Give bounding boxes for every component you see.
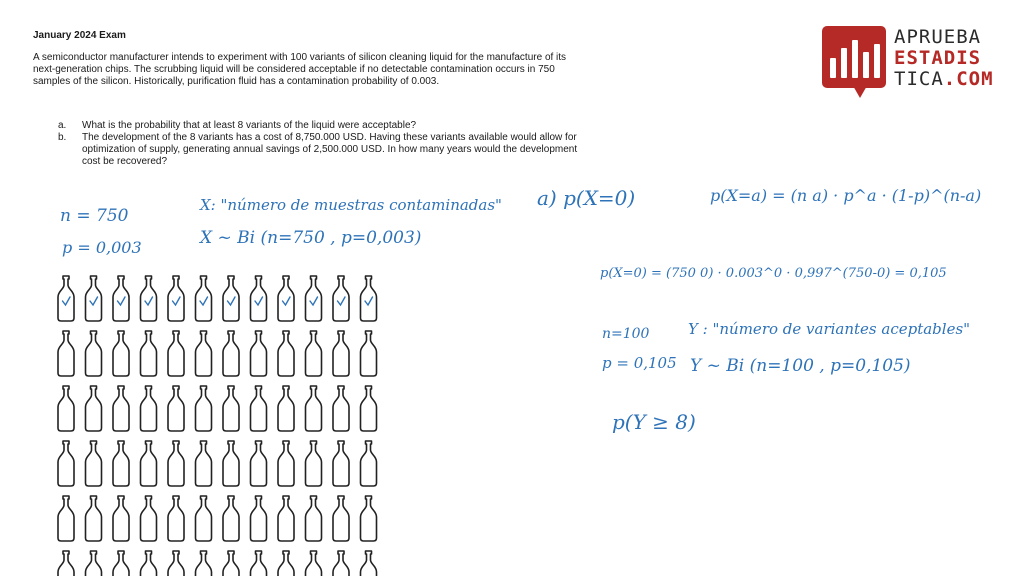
- bottle-icon: [251, 496, 267, 541]
- handwritten-p-sample: p = 0,003: [62, 238, 142, 257]
- bottle-icon: [86, 386, 102, 431]
- handwritten-y-distribution: Y ~ Bi (n=100 , p=0,105): [690, 356, 911, 376]
- bottle-icon: [196, 386, 212, 431]
- bottle-icon: [58, 496, 74, 541]
- question-b: [58, 132, 578, 168]
- bottle-icon: [86, 276, 102, 321]
- bottle-icon: [168, 496, 184, 541]
- logo-line-3: [894, 70, 994, 89]
- bottle-icon: [278, 331, 294, 376]
- bottle-icon: [141, 551, 157, 576]
- bottle-icon: [361, 551, 377, 576]
- bottle-icon: [251, 276, 267, 321]
- bottle-icon: [333, 441, 349, 486]
- bottle-icon: [306, 331, 322, 376]
- bottle-icon: [196, 276, 212, 321]
- logo-line-3-a: TICA: [894, 68, 944, 90]
- logo-line-3-b: .COM: [943, 68, 994, 90]
- handwritten-n-sample: n = 750: [60, 206, 129, 226]
- bottle-icon: [196, 551, 212, 576]
- bottle-icon: [168, 386, 184, 431]
- bottle-icon: [333, 386, 349, 431]
- bottle-icon: [141, 276, 157, 321]
- bottle-icon: [58, 441, 74, 486]
- bottle-icon: [223, 551, 239, 576]
- handwritten-n-variants: n=100: [602, 326, 650, 342]
- handwritten-p-variants: p = 0,105: [602, 354, 677, 372]
- check-icon: [118, 297, 126, 305]
- logo-line-1: APRUEBA: [894, 26, 982, 48]
- bottle-icon: [86, 331, 102, 376]
- bottle-icon: [113, 496, 129, 541]
- bottle-icon: [361, 386, 377, 431]
- bottle-icon: [86, 441, 102, 486]
- bottle-icon: [196, 331, 212, 376]
- bottle-icon: [223, 496, 239, 541]
- bottle-icon: [333, 331, 349, 376]
- bottle-icon: [113, 331, 129, 376]
- bottle-icon: [278, 276, 294, 321]
- bottle-icon: [141, 441, 157, 486]
- handwritten-x-distribution: X ~ Bi (n=750 , p=0,003): [200, 228, 422, 248]
- bottle-icon: [333, 551, 349, 576]
- logo-line-2: ESTADIS: [894, 47, 982, 69]
- handwritten-y-probability: p(Y ≥ 8): [612, 410, 696, 434]
- check-icon: [228, 297, 236, 305]
- bottle-icon: [141, 496, 157, 541]
- bottle-icon: [168, 276, 184, 321]
- question-list: [58, 120, 578, 168]
- problem-statement: A semiconductor manufacturer intends to experiment with 100 variants of silicon cleaning liquid for the manufacture of its next-generation chips. The scrubbing liquid will be considered acceptable if no detectable contamination occurs in 750 samples of the silicon. Historically, purification fluid has a contamination probability of 0.003.: [33, 52, 567, 87]
- check-icon: [145, 297, 153, 305]
- bottle-icon: [223, 276, 239, 321]
- bottle-icon: [58, 551, 74, 576]
- aprueba-estadistica-logo: [822, 26, 994, 106]
- bottle-icon: [333, 276, 349, 321]
- check-icon: [310, 297, 318, 305]
- bottle-icon: [223, 386, 239, 431]
- bottle-grid: [54, 272, 394, 576]
- bottle-icon: [58, 276, 74, 321]
- bottle-icon: [113, 276, 129, 321]
- handwritten-y-definition: Y : "número de variantes aceptables": [688, 320, 971, 338]
- exam-title: January 2024 Exam: [33, 30, 126, 41]
- bottle-icon: [58, 386, 74, 431]
- bottle-icon: [251, 441, 267, 486]
- bottle-icon: [278, 551, 294, 576]
- bottle-icon: [306, 551, 322, 576]
- bottle-icon: [278, 496, 294, 541]
- bottle-icon: [361, 496, 377, 541]
- bottle-icon: [113, 441, 129, 486]
- bottle-icon: [168, 551, 184, 576]
- bottle-icon: [251, 331, 267, 376]
- handwritten-binomial-formula: p(X=a) = (n a) · p^a · (1-p)^(n-a): [710, 186, 982, 205]
- bottle-icon: [361, 441, 377, 486]
- bottle-icon: [278, 386, 294, 431]
- question-b-letter: b.: [58, 132, 67, 143]
- check-icon: [200, 297, 208, 305]
- question-a: [58, 120, 578, 132]
- bottle-icon: [306, 496, 322, 541]
- handwritten-x-definition: X: "número de muestras contaminadas": [200, 196, 502, 214]
- question-a-letter: a.: [58, 120, 67, 131]
- bottle-icon: [251, 551, 267, 576]
- bottle-icon: [168, 331, 184, 376]
- bottle-icon: [113, 551, 129, 576]
- bottle-icon: [333, 496, 349, 541]
- bar-chart-icon: [822, 26, 886, 88]
- question-b-text: The development of the 8 variants has a cost of 8,750.000 USD. Having these variants available would allow for optimization of supply, generating annual savings of 2,500.000 USD. In how many years would the development cost be recovered?: [82, 132, 578, 167]
- check-icon: [338, 297, 346, 305]
- check-icon: [173, 297, 181, 305]
- check-icon: [283, 297, 291, 305]
- bottle-icon: [223, 441, 239, 486]
- handwritten-calculation: p(X=0) = (750 0) · 0.003^0 · 0,997^(750-0) = 0,105: [600, 266, 947, 281]
- bottle-icon: [86, 496, 102, 541]
- check-icon: [63, 297, 71, 305]
- bottle-icon: [168, 441, 184, 486]
- bottle-icon: [141, 331, 157, 376]
- bottle-icon: [113, 386, 129, 431]
- bottle-icon: [361, 276, 377, 321]
- bottle-icon: [306, 386, 322, 431]
- check-icon: [255, 297, 263, 305]
- check-icon: [90, 297, 98, 305]
- bottle-icon: [306, 441, 322, 486]
- bottle-icon: [251, 386, 267, 431]
- bottle-icon: [278, 441, 294, 486]
- bottle-icon: [58, 331, 74, 376]
- bottle-icon: [361, 331, 377, 376]
- bottle-icon: [196, 441, 212, 486]
- check-icon: [365, 297, 373, 305]
- question-a-text: What is the probability that at least 8 variants of the liquid were acceptable?: [82, 120, 417, 131]
- handwritten-part-a: a) p(X=0): [537, 186, 636, 210]
- bottle-icon: [196, 496, 212, 541]
- bottle-icon: [141, 386, 157, 431]
- bottle-icon: [223, 331, 239, 376]
- bottle-icon: [306, 276, 322, 321]
- bottle-icon: [86, 551, 102, 576]
